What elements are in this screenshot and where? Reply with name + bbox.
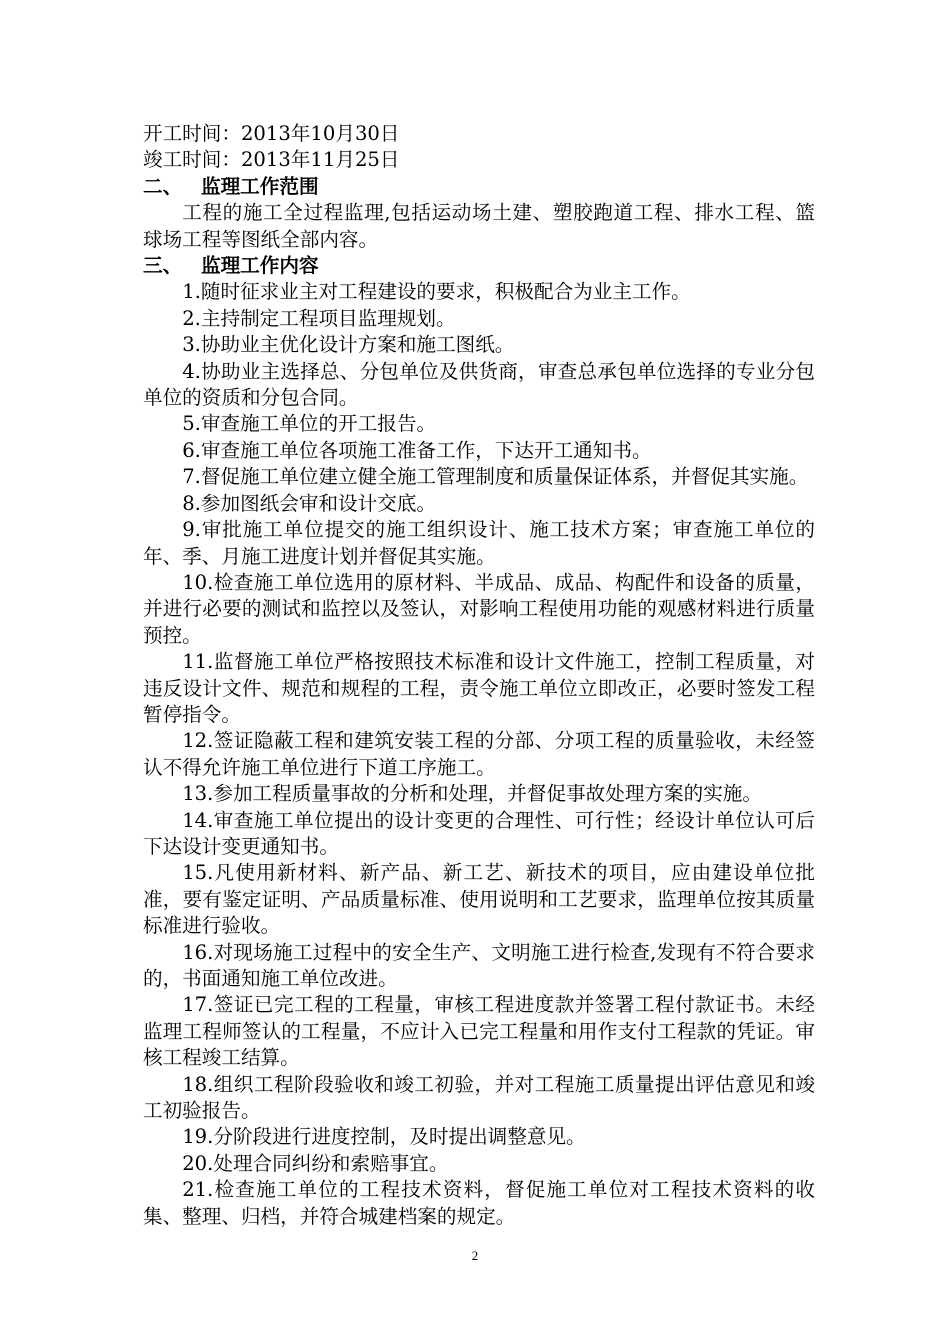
content-item: 2.主持制定工程项目监理规划。 bbox=[182, 306, 456, 330]
content-item: 6.审查施工单位各项施工准备工作，下达开工通知书。 bbox=[182, 438, 652, 462]
content-item: 20.处理合同纠纷和索赔事宜。 bbox=[182, 1151, 449, 1175]
content-item: 10.检查施工单位选用的原材料、半成品、成品、构配件和设备的质量，并进行必要的测试和监控以及签认，对影响工程使用功能的观感材料进行质量预控。 bbox=[143, 570, 815, 647]
content-item: 9.审批施工单位提交的施工组织设计、施工技术方案；审查施工单位的年、季、月施工进度计划并督促其实施。 bbox=[143, 518, 815, 568]
content-item: 3.协助业主优化设计方案和施工图纸。 bbox=[182, 333, 515, 357]
document-content bbox=[143, 121, 815, 1230]
section-number: 三、 bbox=[143, 254, 183, 278]
content-item: 7.督促施工单位建立健全施工管理制度和质量保证体系，并督促其实施。 bbox=[182, 465, 809, 489]
section-heading-content bbox=[143, 253, 815, 279]
content-item: 17.签证已完工程的工程量，审核工程进度款并签署工程付款证书。未经监理工程师签认的工程量，不应计入已完工程量和用作支付工程款的凭证。审核工程竣工结算。 bbox=[143, 993, 815, 1070]
section-title: 监理工作范围 bbox=[201, 174, 319, 198]
section-heading-scope bbox=[143, 174, 815, 200]
content-item: 18.组织工程阶段验收和竣工初验，并对工程施工质量提出评估意见和竣工初验报告。 bbox=[143, 1072, 815, 1123]
end-time: 竣工时间：2013年11月25日 bbox=[143, 148, 400, 172]
content-item: 11.监督施工单位严格按照技术标准和设计文件施工，控制工程质量，对违反设计文件、规范和规程的工程，责令施工单位立即改正，必要时签发工程暂停指令。 bbox=[143, 650, 815, 726]
section-title: 监理工作内容 bbox=[201, 254, 319, 278]
content-item: 4.协助业主选择总、分包单位及供货商，审查总承包单位选择的专业分包单位的资质和分包合同。 bbox=[143, 359, 815, 410]
content-item: 12.签证隐蔽工程和建筑安装工程的分部、分项工程的质量验收，未经签认不得允许施工单位进行下道工序施工。 bbox=[143, 729, 815, 779]
content-item: 14.审查施工单位提出的设计变更的合理性、可行性；经设计单位认可后下达设计变更通知书。 bbox=[143, 808, 815, 858]
content-item: 13.参加工程质量事故的分析和处理，并督促事故处理方案的实施。 bbox=[182, 782, 762, 806]
page-number: 2 bbox=[471, 1248, 479, 1263]
content-item: 8.参加图纸会审和设计交底。 bbox=[182, 491, 437, 515]
content-item: 19.分阶段进行进度控制，及时提出调整意见。 bbox=[182, 1125, 586, 1149]
content-item: 21.检查施工单位的工程技术资料，督促施工单位对工程技术资料的收集、整理、归档，并符合城建档案的规定。 bbox=[143, 1178, 815, 1228]
content-item: 1.随时征求业主对工程建设的要求，积极配合为业主工作。 bbox=[182, 280, 691, 304]
content-item: 5.审查施工单位的开工报告。 bbox=[182, 412, 437, 436]
start-time: 开工时间：2013年10月30日 bbox=[143, 122, 400, 145]
section-number: 二、 bbox=[143, 174, 183, 198]
content-item: 15.凡使用新材料、新产品、新工艺、新技术的项目，应由建设单位批准，要有鉴定证明、产品质量标准、使用说明和工艺要求，监理单位按其质量标准进行验收。 bbox=[143, 861, 815, 938]
scope-paragraph: 工程的施工全过程监理,包括运动场土建、塑胶跑道工程、排水工程、篮球场工程等图纸全部内容。 bbox=[143, 201, 815, 251]
content-item: 16.对现场施工过程中的安全生产、文明施工进行检查,发现有不符合要求的，书面通知施工单位改进。 bbox=[143, 940, 815, 990]
